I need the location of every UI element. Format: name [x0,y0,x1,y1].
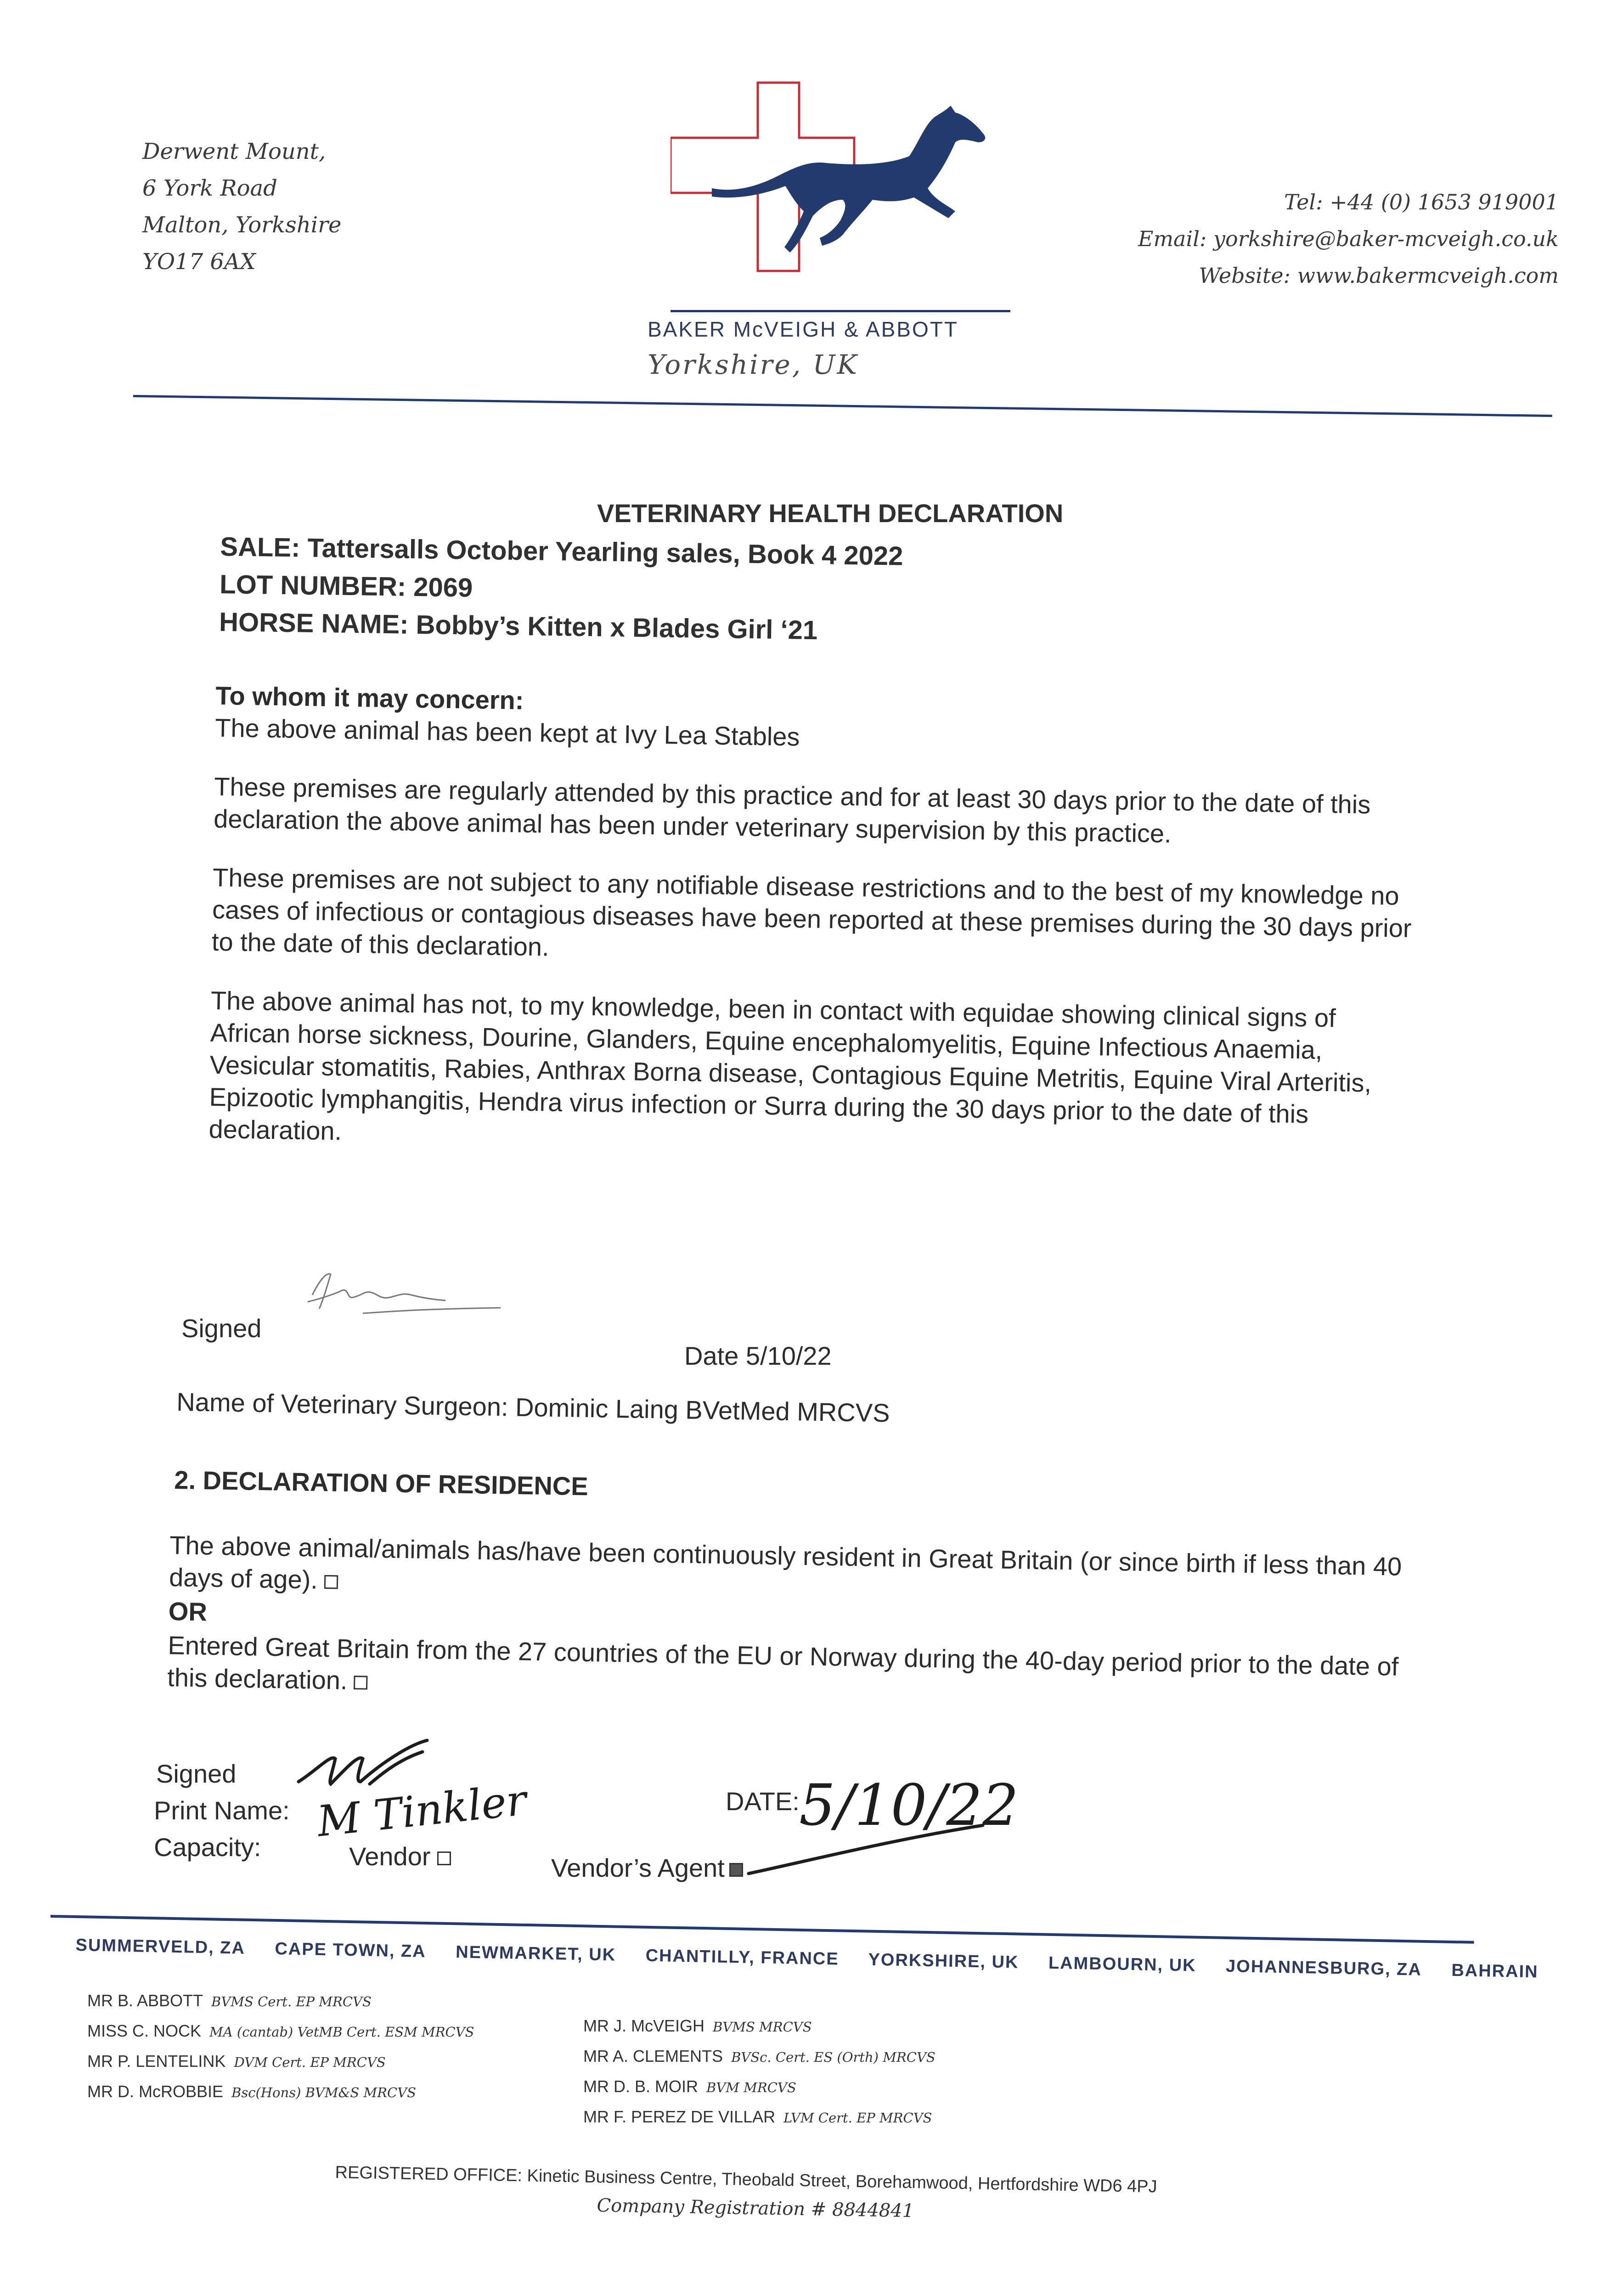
veterinary-surgeon: Name of Veterinary Surgeon: Dominic Laing BVetMed MRCVS [176,1387,890,1428]
vet-entry [87,2016,474,2047]
residence-signed-label: Signed [156,1759,237,1788]
residence-heading: 2. DECLARATION OF RESIDENCE [174,1465,589,1501]
declaration-date: Date 5/10/22 [684,1341,832,1370]
address-line: Malton, Yorkshire [142,212,342,238]
residence-checkbox-1[interactable] [324,1575,338,1589]
office-locations [75,1936,1562,1982]
capacity-label: Capacity: [154,1833,261,1862]
paragraph-restrictions: These premises are not subject to any notifiable disease restrictions and to the best of my knowledge no cases of infectious or contagious diseases have been reported at these premises during the 30 days prior to the date of this declaration. [211,862,1412,962]
declaration-body [208,680,1419,1191]
email: Email: yorkshire@baker-mcveigh.co.uk [1138,226,1559,251]
vet-entry [583,2042,935,2072]
office-location: JOHANNESBURG, ZA [1225,1956,1422,1980]
salutation: To whom it may concern: [215,681,524,715]
registered-office: REGISTERED OFFICE: Kinetic Business Centre, Theobald Street, Borehamwood, Hertfordshire WD6 4PJ [335,2163,1157,2197]
vet-qualification: BVM MRCVS [706,2080,796,2095]
office-location: BAHRAIN [1451,1960,1538,1982]
vets-list-right [583,2011,935,2133]
company-registration: Company Registration # 8844841 [597,2195,914,2222]
vet-qualification: DVM Cert. EP MRCVS [234,2054,386,2070]
sale-details [219,528,903,651]
vet-name: MR A. CLEMENTS [583,2047,723,2065]
vet-entry [583,2011,935,2042]
office-location: YORKSHIRE, UK [868,1950,1019,1972]
vet-qualification: MA (cantab) VetMB Cert. ESM MRCVS [209,2024,474,2040]
veterinary-signature [294,1249,514,1332]
vendor-checkbox[interactable] [437,1851,451,1865]
sale-line: SALE: Tattersalls October Yearling sales, Book 4 2022 [220,531,903,571]
office-location: SUMMERVELD, ZA [75,1936,246,1958]
cross-horse-icon [671,78,1010,321]
vet-entry [87,2047,474,2077]
residence-checkbox-2[interactable] [354,1676,368,1690]
vet-entry [87,1986,474,2016]
vet-entry [87,2077,474,2107]
vendor-agent-label: Vendor’s Agent [551,1853,725,1882]
vet-name: MR F. PEREZ DE VILLAR [583,2107,776,2126]
residence-option-2-text: Entered Great Britain from the 27 countries of the EU or Norway during the 40-day period prior to the date of this declaration. [167,1630,1399,1695]
office-location: CAPE TOWN, ZA [275,1939,427,1961]
residence-option-1-text: The above animal/animals has/have been continuously resident in Great Britain (or since birth if less than 40 days of age). [169,1530,1402,1594]
office-location: LAMBOURN, UK [1048,1953,1196,1975]
vendor-agent-option [551,1853,743,1883]
lot-number: LOT NUMBER: 2069 [219,569,473,603]
horse-name: HORSE NAME: Bobby’s Kitten x Blades Girl ‘21 [219,607,818,646]
vet-entry [583,2072,935,2102]
print-name-label: Print Name: [154,1796,290,1825]
vet-name: MR J. McVEIGH [583,2016,705,2035]
practice-logo [671,78,1010,321]
address-line: Derwent Mount, [142,139,326,164]
practice-address [142,133,341,280]
handwritten-print-name: M Tinkler [315,1775,529,1846]
vet-name: MR D. B. MOIR [583,2077,698,2096]
telephone: Tel: +44 (0) 1653 919001 [1284,190,1559,214]
firm-name: BAKER McVEIGH & ABBOTT [648,317,958,341]
vet-qualification: LVM Cert. EP MRCVS [783,2110,932,2126]
office-location: NEWMARKET, UK [455,1942,616,1965]
handwritten-date: 5/10/22 [799,1773,1019,1839]
vendor-label: Vendor [349,1842,431,1871]
address-line: YO17 6AX [142,249,256,275]
vet-qualification: BVSc. Cert. ES (Orth) MRCVS [731,2049,935,2065]
vet-qualification: BVMS MRCVS [713,2019,812,2035]
header-divider [133,395,1552,417]
vet-name: MR D. McROBBIE [87,2082,224,2101]
vet-entry [583,2102,935,2133]
website: Website: www.bakermcveigh.com [1199,263,1559,288]
vet-name: MR B. ABBOTT [87,1991,203,2010]
contact-details [1138,184,1559,294]
paragraph-supervision: These premises are regularly attended by this practice and for at least 30 days prior to the date of this declaration the above animal has been under veterinary supervision by this practice. [213,771,1371,848]
signed-label: Signed [181,1314,262,1343]
vendor-agent-checkbox[interactable] [729,1863,743,1877]
residence-options [167,1529,1419,1717]
firm-location: Yorkshire, UK [648,349,859,380]
vet-name: MISS C. NOCK [87,2021,202,2040]
date-label: DATE: [726,1787,800,1816]
office-location: CHANTILLY, FRANCE [645,1946,840,1969]
or-label: OR [168,1596,208,1626]
address-line: 6 York Road [142,175,277,201]
vets-list-left [87,1986,474,2107]
paragraph-stables: The above animal has been kept at Ivy Lea Stables [214,713,800,751]
paragraph-diseases: The above animal has not, to my knowledge, been in contact with equidae showing clinical signs of African horse sickness, Dourine, Glanders, Equine encephalomyelitis, Equine Infectious Anaemia, Vesicular stomatitis, Rabies, Anthrax Borna disease, Contagious Equine Metritis, Equine Viral Arteritis, Epizootic lymphangitis, Hendra virus infection or Surra during the 30 days prior to the date of this declaration. [209,985,1372,1146]
agent-tick-stroke [744,1818,1001,1883]
document-title: VETERINARY HEALTH DECLARATION [597,499,1064,528]
vet-qualification: Bsc(Hons) BVM&S MRCVS [231,2085,416,2100]
vet-qualification: BVMS Cert. EP MRCVS [211,1994,372,2009]
vet-name: MR P. LENTELINK [87,2052,226,2071]
